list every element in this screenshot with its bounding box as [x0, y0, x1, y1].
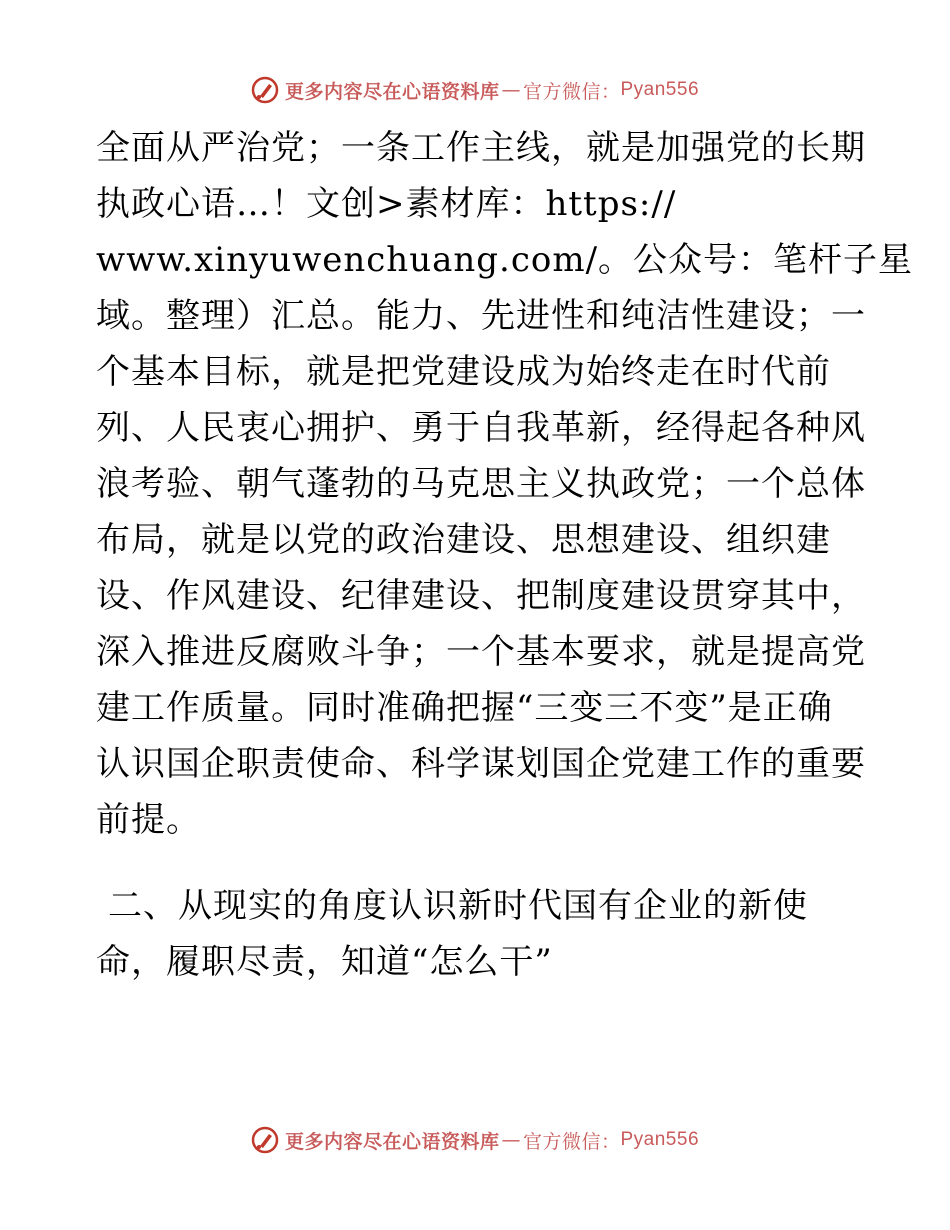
banner-suffix-text: 官方微信：: [522, 1130, 621, 1153]
paragraph-line: 全面从严治党；一条工作主线，就是加强党的长期: [96, 128, 866, 168]
document-body: [96, 120, 914, 990]
paragraph-line: 域。整理）汇总。能力、先进性和纯洁性建设；一: [96, 296, 866, 336]
paragraph-line: 深入推进反腐败斗争；一个基本要求，就是提高党: [96, 632, 866, 672]
paragraph-line: 前提。: [96, 800, 201, 840]
heading-line: 二、从现实的角度认识新时代国有企业的新使: [108, 886, 808, 926]
paragraph-line: 认识国企职责使命、科学谋划国企党建工作的重要: [96, 744, 866, 784]
footer-banner: [0, 1120, 950, 1160]
banner-account: Pyan556: [620, 79, 700, 100]
paragraph-line: 列、人民衷心拥护、勇于自我革新，经得起各种风: [96, 408, 866, 448]
section-heading: [96, 878, 856, 990]
paragraph-line: 布局，就是以党的政治建设、思想建设、组织建: [96, 520, 831, 560]
pen-logo-icon: [251, 1126, 279, 1154]
banner-separator: —: [501, 1129, 521, 1151]
banner-main-text: 更多内容尽在心语资料库: [284, 1130, 500, 1153]
paragraph-line: 执政心语…！文创>素材库：https://: [96, 184, 677, 224]
paragraph: [96, 120, 914, 848]
paragraph-line: 个基本目标，就是把党建设成为始终走在时代前: [96, 352, 831, 392]
paragraph-line: 设、作风建设、纪律建设、把制度建设贯穿其中，: [96, 576, 866, 616]
banner-separator: —: [501, 79, 521, 101]
paragraph-line: 建工作质量。同时准确把握“三变三不变”是正确: [96, 688, 833, 728]
paragraph-line: 浪考验、朝气蓬勃的马克思主义执政党；一个总体: [96, 464, 866, 504]
header-banner: [0, 70, 950, 110]
pen-logo-icon: [251, 76, 279, 104]
banner-account: Pyan556: [620, 1129, 700, 1150]
heading-line: 命，履职尽责，知道“怎么干”: [96, 942, 553, 982]
banner-suffix-text: 官方微信：: [522, 80, 621, 103]
paragraph-line: www.xinyuwenchuang.com/。公众号：笔杆子星: [96, 240, 914, 280]
banner-main-text: 更多内容尽在心语资料库: [284, 80, 500, 103]
